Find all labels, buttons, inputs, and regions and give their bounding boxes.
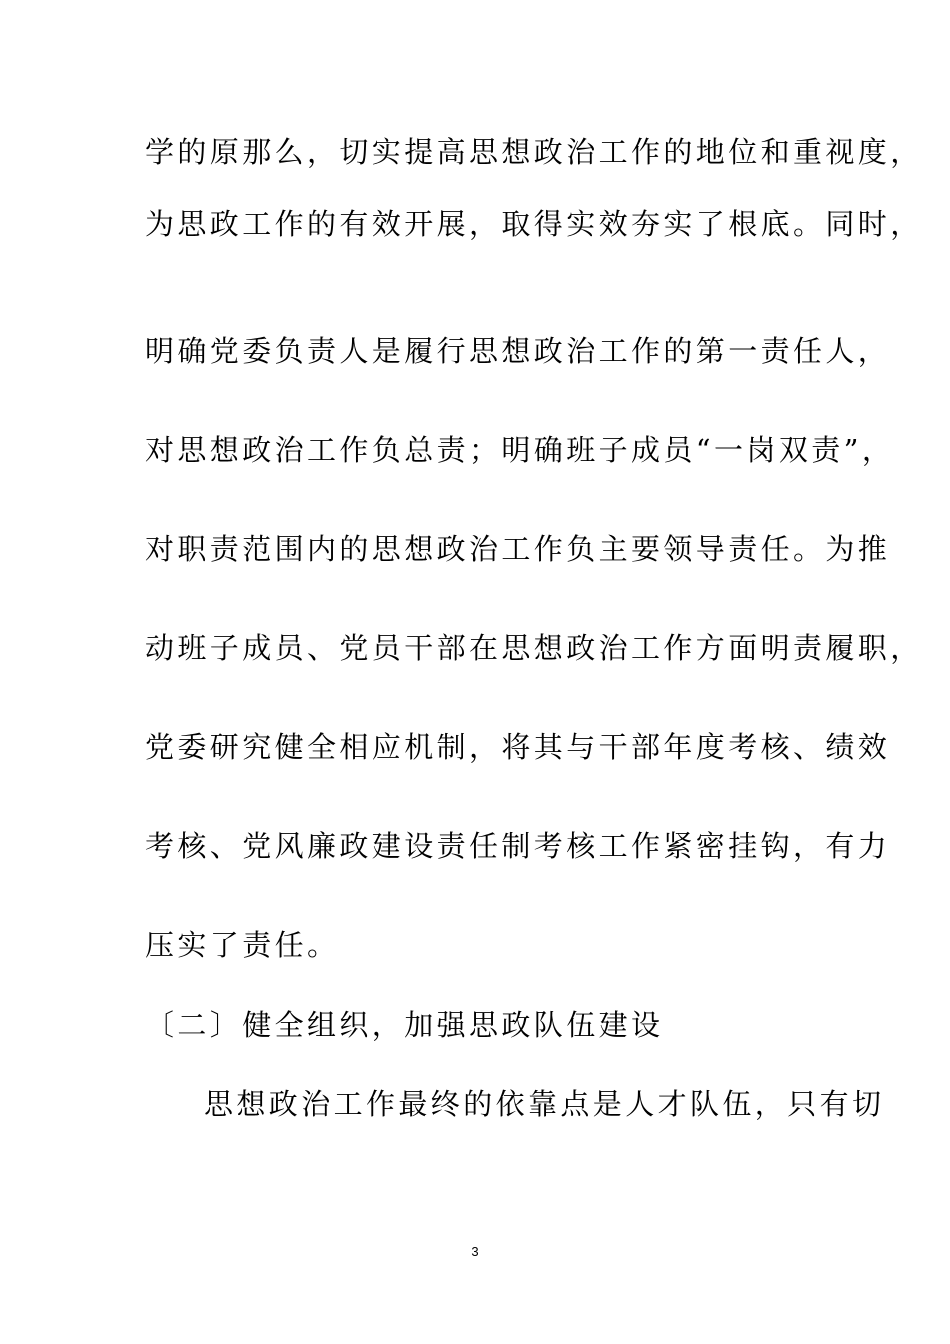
text-line-9: 压实了责任。: [145, 928, 340, 962]
text-line-3: 明确党委负责人是履行思想政治工作的第一责任人，: [145, 334, 891, 368]
text-line-8: 考核、党风廉政建设责任制考核工作紧密挂钩，有力: [145, 829, 891, 863]
page-number: 3: [471, 1244, 479, 1259]
text-line-7: 党委研究健全相应机制，将其与干部年度考核、绩效: [145, 730, 891, 764]
text-line-1: 学的原那么，切实提高思想政治工作的地位和重视度，: [145, 135, 923, 169]
text-line-6: 动班子成员、党员干部在思想政治工作方面明责履职，: [145, 631, 923, 665]
text-line-2: 为思政工作的有效开展，取得实效夯实了根底。同时，: [145, 207, 923, 241]
paragraph-first-line: 思想政治工作最终的依靠点是人才队伍，只有切: [204, 1087, 885, 1121]
text-line-5: 对职责范围内的思想政治工作负主要领导责任。为推: [145, 532, 891, 566]
text-line-4: 对思想政治工作负总责；明确班子成员“一岗双责”，: [145, 433, 895, 467]
section-heading: 〔二〕健全组织，加强思政队伍建设: [145, 1008, 664, 1042]
